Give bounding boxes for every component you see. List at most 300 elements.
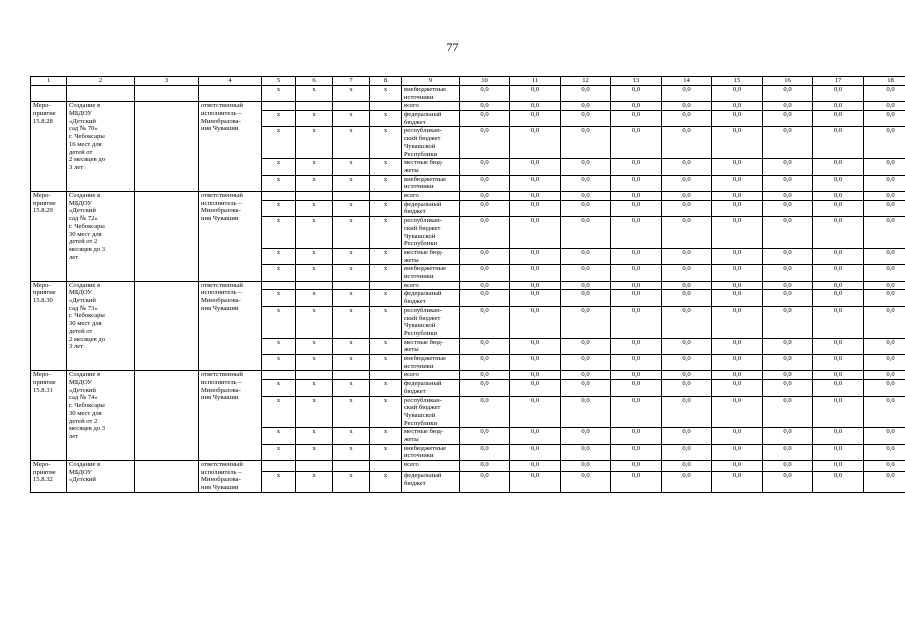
source-line: внебюджетные bbox=[404, 355, 447, 363]
value-cell: 0,0 bbox=[510, 265, 561, 281]
x-mark-cell: x bbox=[333, 159, 370, 175]
executor-line: исполнитель – bbox=[201, 468, 242, 476]
x-mark-cell bbox=[333, 371, 370, 380]
value-cell: 0,0 bbox=[763, 127, 813, 159]
source-line: источники bbox=[404, 452, 434, 460]
value-cell: 0,0 bbox=[712, 472, 763, 493]
description-line: Создание в bbox=[69, 102, 101, 110]
value-cell: 0,0 bbox=[662, 102, 712, 111]
measure-code-line: приятие bbox=[33, 199, 56, 207]
value-cell: 0,0 bbox=[864, 175, 905, 191]
measure-code bbox=[31, 281, 67, 371]
x-mark-cell: x bbox=[333, 127, 370, 159]
value-cell: 0,0 bbox=[864, 380, 905, 396]
value-cell: 0,0 bbox=[460, 290, 510, 306]
column-header: 15 bbox=[712, 77, 763, 86]
executor-line: ния Чувашии bbox=[201, 215, 239, 223]
value-cell: 0,0 bbox=[813, 248, 864, 264]
table-row bbox=[31, 192, 905, 201]
value-cell: 0,0 bbox=[763, 248, 813, 264]
measure-code bbox=[31, 192, 67, 282]
source-line: федеральный bbox=[404, 290, 442, 298]
x-mark-cell: x bbox=[296, 265, 333, 281]
x-mark-cell: x bbox=[333, 428, 370, 444]
value-cell: 0,0 bbox=[712, 159, 763, 175]
measure-description bbox=[67, 102, 135, 192]
empty-cell bbox=[135, 192, 199, 282]
column-header: 8 bbox=[370, 77, 402, 86]
source-line: ский бюджет bbox=[404, 224, 441, 232]
executor-line: ния Чувашии bbox=[201, 304, 239, 312]
description-line: детей от bbox=[69, 148, 93, 156]
source-line: внебюджетные bbox=[404, 175, 447, 183]
value-cell: 0,0 bbox=[864, 159, 905, 175]
x-mark-cell: x bbox=[262, 175, 296, 191]
value-cell: 0,0 bbox=[561, 111, 611, 127]
description-line: 30 мест для bbox=[69, 230, 102, 238]
value-cell: 0,0 bbox=[813, 396, 864, 428]
value-cell: 0,0 bbox=[460, 355, 510, 371]
value-cell: 0,0 bbox=[460, 200, 510, 216]
measure-description bbox=[67, 281, 135, 371]
x-mark-cell: x bbox=[333, 86, 370, 102]
value-cell: 0,0 bbox=[712, 396, 763, 428]
x-mark-cell bbox=[370, 102, 402, 111]
x-mark-cell: x bbox=[370, 306, 402, 338]
funding-source bbox=[402, 159, 460, 175]
description-line: 30 мест для bbox=[69, 320, 102, 328]
source-line: Чувашской bbox=[404, 232, 436, 240]
measure-code-line: приятие bbox=[33, 289, 56, 297]
x-mark-cell: x bbox=[262, 355, 296, 371]
x-mark-cell bbox=[296, 461, 333, 472]
x-mark-cell: x bbox=[262, 159, 296, 175]
table-row bbox=[31, 461, 905, 472]
x-mark-cell bbox=[333, 102, 370, 111]
value-cell: 0,0 bbox=[712, 217, 763, 249]
value-cell: 0,0 bbox=[864, 371, 905, 380]
value-cell: 0,0 bbox=[763, 396, 813, 428]
value-cell: 0,0 bbox=[510, 371, 561, 380]
x-mark-cell: x bbox=[370, 472, 402, 493]
value-cell: 0,0 bbox=[864, 428, 905, 444]
description-line: 30 мест для bbox=[69, 409, 102, 417]
x-mark-cell: x bbox=[370, 380, 402, 396]
value-cell: 0,0 bbox=[460, 102, 510, 111]
source-line: источники bbox=[404, 183, 434, 191]
source-line: бюджет bbox=[404, 479, 426, 487]
measure-code-line: 15.8.31 bbox=[33, 386, 53, 394]
value-cell: 0,0 bbox=[561, 355, 611, 371]
value-cell: 0,0 bbox=[763, 192, 813, 201]
description-line: «Детский bbox=[69, 476, 96, 484]
measure-code-line: Меро- bbox=[33, 102, 51, 110]
description-line: «Детский bbox=[69, 207, 96, 215]
value-cell: 0,0 bbox=[662, 86, 712, 102]
value-cell: 0,0 bbox=[763, 461, 813, 472]
source-line: Республики bbox=[404, 240, 438, 248]
responsible-executor bbox=[199, 192, 262, 282]
value-cell: 0,0 bbox=[712, 200, 763, 216]
value-cell: 0,0 bbox=[763, 200, 813, 216]
source-line: источники bbox=[404, 93, 434, 101]
value-cell: 0,0 bbox=[864, 396, 905, 428]
source-line: Чувашской bbox=[404, 322, 436, 330]
responsible-executor bbox=[199, 281, 262, 371]
column-header: 6 bbox=[296, 77, 333, 86]
source-line: республикан- bbox=[404, 217, 442, 225]
measure-code-line: Меро- bbox=[33, 192, 51, 200]
funding-source bbox=[402, 111, 460, 127]
value-cell: 0,0 bbox=[813, 380, 864, 396]
value-cell: 0,0 bbox=[763, 338, 813, 354]
x-mark-cell: x bbox=[262, 86, 296, 102]
description-line: месяцев до 3 bbox=[69, 425, 106, 433]
column-header: 12 bbox=[561, 77, 611, 86]
x-mark-cell: x bbox=[370, 396, 402, 428]
column-header: 13 bbox=[611, 77, 662, 86]
x-mark-cell: x bbox=[333, 396, 370, 428]
x-mark-cell: x bbox=[296, 86, 333, 102]
x-mark-cell: x bbox=[296, 290, 333, 306]
x-mark-cell bbox=[296, 371, 333, 380]
value-cell: 0,0 bbox=[510, 306, 561, 338]
x-mark-cell: x bbox=[296, 306, 333, 338]
description-line: 3 лет bbox=[69, 163, 84, 171]
value-cell: 0,0 bbox=[864, 86, 905, 102]
column-header: 18 bbox=[864, 77, 905, 86]
x-mark-cell bbox=[262, 371, 296, 380]
value-cell: 0,0 bbox=[460, 281, 510, 290]
value-cell: 0,0 bbox=[460, 111, 510, 127]
value-cell: 0,0 bbox=[611, 111, 662, 127]
value-cell: 0,0 bbox=[662, 306, 712, 338]
x-mark-cell: x bbox=[296, 428, 333, 444]
value-cell: 0,0 bbox=[763, 265, 813, 281]
value-cell: 0,0 bbox=[763, 306, 813, 338]
value-cell: 0,0 bbox=[662, 444, 712, 460]
funding-source bbox=[402, 371, 460, 380]
x-mark-cell: x bbox=[296, 127, 333, 159]
value-cell: 0,0 bbox=[763, 281, 813, 290]
x-mark-cell: x bbox=[333, 306, 370, 338]
value-cell: 0,0 bbox=[763, 159, 813, 175]
value-cell: 0,0 bbox=[813, 159, 864, 175]
measure-code-line: 15.8.28 bbox=[33, 117, 53, 125]
x-mark-cell: x bbox=[296, 380, 333, 396]
value-cell: 0,0 bbox=[712, 265, 763, 281]
x-mark-cell: x bbox=[370, 175, 402, 191]
value-cell: 0,0 bbox=[561, 127, 611, 159]
value-cell: 0,0 bbox=[763, 428, 813, 444]
x-mark-cell: x bbox=[333, 338, 370, 354]
x-mark-cell bbox=[296, 102, 333, 111]
value-cell: 0,0 bbox=[712, 461, 763, 472]
x-mark-cell: x bbox=[370, 86, 402, 102]
description-line: МБДОУ bbox=[69, 289, 92, 297]
executor-line: исполнитель – bbox=[201, 289, 242, 297]
x-mark-cell: x bbox=[296, 248, 333, 264]
x-mark-cell bbox=[262, 192, 296, 201]
value-cell: 0,0 bbox=[813, 338, 864, 354]
executor-line: ния Чувашии bbox=[201, 125, 239, 133]
value-cell: 0,0 bbox=[510, 338, 561, 354]
value-cell: 0,0 bbox=[813, 175, 864, 191]
description-line: лет bbox=[69, 432, 79, 440]
value-cell: 0,0 bbox=[712, 102, 763, 111]
value-cell: 0,0 bbox=[561, 306, 611, 338]
x-mark-cell bbox=[370, 192, 402, 201]
value-cell: 0,0 bbox=[712, 175, 763, 191]
value-cell: 0,0 bbox=[712, 248, 763, 264]
x-mark-cell bbox=[333, 281, 370, 290]
column-header: 10 bbox=[460, 77, 510, 86]
value-cell: 0,0 bbox=[712, 428, 763, 444]
description-line: МБДОУ bbox=[69, 199, 92, 207]
value-cell: 0,0 bbox=[864, 265, 905, 281]
source-line: местные бюд- bbox=[404, 159, 444, 167]
executor-line: ответственный bbox=[201, 281, 243, 289]
executor-line: Минобразова- bbox=[201, 476, 241, 484]
measure-code bbox=[31, 461, 67, 493]
funding-source bbox=[402, 306, 460, 338]
description-line: 2 месяцев до bbox=[69, 156, 106, 164]
funding-source bbox=[402, 472, 460, 493]
column-header: 5 bbox=[262, 77, 296, 86]
x-mark-cell: x bbox=[262, 338, 296, 354]
value-cell: 0,0 bbox=[561, 461, 611, 472]
value-cell: 0,0 bbox=[662, 248, 712, 264]
value-cell: 0,0 bbox=[813, 371, 864, 380]
value-cell: 0,0 bbox=[813, 306, 864, 338]
source-line: всего bbox=[404, 192, 419, 200]
source-line: федеральный bbox=[404, 472, 442, 480]
value-cell: 0,0 bbox=[662, 380, 712, 396]
executor-line: ния Чувашии bbox=[201, 394, 239, 402]
value-cell: 0,0 bbox=[813, 281, 864, 290]
value-cell: 0,0 bbox=[763, 111, 813, 127]
value-cell: 0,0 bbox=[460, 192, 510, 201]
value-cell: 0,0 bbox=[611, 355, 662, 371]
value-cell: 0,0 bbox=[864, 127, 905, 159]
x-mark-cell: x bbox=[370, 265, 402, 281]
value-cell: 0,0 bbox=[460, 461, 510, 472]
value-cell: 0,0 bbox=[460, 396, 510, 428]
description-line: сад № 74» bbox=[69, 394, 98, 402]
value-cell: 0,0 bbox=[510, 461, 561, 472]
x-mark-cell: x bbox=[262, 111, 296, 127]
funding-source bbox=[402, 175, 460, 191]
column-header: 2 bbox=[67, 77, 135, 86]
value-cell: 0,0 bbox=[813, 428, 864, 444]
value-cell: 0,0 bbox=[561, 371, 611, 380]
value-cell: 0,0 bbox=[510, 428, 561, 444]
funding-source bbox=[402, 86, 460, 102]
source-line: источники bbox=[404, 273, 434, 281]
description-line: 2 месяцев до bbox=[69, 335, 106, 343]
funding-source bbox=[402, 428, 460, 444]
value-cell: 0,0 bbox=[712, 192, 763, 201]
source-line: республикан- bbox=[404, 306, 442, 314]
x-mark-cell: x bbox=[333, 248, 370, 264]
value-cell: 0,0 bbox=[763, 380, 813, 396]
column-header: 16 bbox=[763, 77, 813, 86]
value-cell: 0,0 bbox=[611, 371, 662, 380]
source-line: бюджет bbox=[404, 298, 426, 306]
value-cell: 0,0 bbox=[864, 290, 905, 306]
description-line: детей от 2 bbox=[69, 417, 98, 425]
x-mark-cell: x bbox=[296, 355, 333, 371]
funding-source bbox=[402, 192, 460, 201]
source-line: внебюджетные bbox=[404, 265, 447, 273]
x-mark-cell: x bbox=[262, 290, 296, 306]
value-cell: 0,0 bbox=[561, 281, 611, 290]
value-cell: 0,0 bbox=[611, 472, 662, 493]
value-cell: 0,0 bbox=[813, 265, 864, 281]
description-line: детей от 2 bbox=[69, 238, 98, 246]
value-cell: 0,0 bbox=[561, 472, 611, 493]
x-mark-cell bbox=[296, 281, 333, 290]
source-line: жеты bbox=[404, 166, 419, 174]
description-line: Создание в bbox=[69, 371, 101, 379]
x-mark-cell bbox=[262, 461, 296, 472]
description-line: Создание в bbox=[69, 192, 101, 200]
value-cell: 0,0 bbox=[561, 159, 611, 175]
value-cell: 0,0 bbox=[813, 192, 864, 201]
source-line: всего bbox=[404, 461, 419, 469]
description-line: детей от bbox=[69, 327, 93, 335]
value-cell: 0,0 bbox=[864, 472, 905, 493]
value-cell: 0,0 bbox=[611, 396, 662, 428]
x-mark-cell bbox=[333, 461, 370, 472]
value-cell: 0,0 bbox=[712, 290, 763, 306]
x-mark-cell: x bbox=[262, 217, 296, 249]
value-cell: 0,0 bbox=[460, 265, 510, 281]
value-cell: 0,0 bbox=[611, 159, 662, 175]
x-mark-cell: x bbox=[333, 200, 370, 216]
funding-source bbox=[402, 290, 460, 306]
measure-code-line: приятие bbox=[33, 110, 56, 118]
description-line: месяцев до 3 bbox=[69, 245, 106, 253]
measure-code bbox=[31, 102, 67, 192]
x-mark-cell: x bbox=[296, 338, 333, 354]
value-cell: 0,0 bbox=[460, 380, 510, 396]
value-cell: 0,0 bbox=[864, 192, 905, 201]
value-cell: 0,0 bbox=[561, 192, 611, 201]
empty-cell bbox=[135, 461, 199, 493]
x-mark-cell bbox=[370, 371, 402, 380]
x-mark-cell: x bbox=[370, 111, 402, 127]
x-mark-cell: x bbox=[333, 355, 370, 371]
executor-line: ния Чувашии bbox=[201, 484, 239, 492]
x-mark-cell: x bbox=[262, 428, 296, 444]
value-cell: 0,0 bbox=[460, 472, 510, 493]
executor-line: Минобразова- bbox=[201, 117, 241, 125]
value-cell: 0,0 bbox=[813, 86, 864, 102]
value-cell: 0,0 bbox=[763, 472, 813, 493]
x-mark-cell: x bbox=[370, 200, 402, 216]
measure-code-line: приятие bbox=[33, 379, 56, 387]
executor-line: ответственный bbox=[201, 461, 243, 469]
value-cell: 0,0 bbox=[561, 175, 611, 191]
value-cell: 0,0 bbox=[611, 265, 662, 281]
x-mark-cell: x bbox=[370, 444, 402, 460]
description-line: сад № 73» bbox=[69, 304, 98, 312]
value-cell: 0,0 bbox=[561, 265, 611, 281]
empty-cell bbox=[135, 371, 199, 461]
column-header: 9 bbox=[402, 77, 460, 86]
source-line: Чувашской bbox=[404, 411, 436, 419]
empty-cell bbox=[199, 86, 262, 102]
value-cell: 0,0 bbox=[510, 281, 561, 290]
value-cell: 0,0 bbox=[460, 428, 510, 444]
measure-code-line: Меро- bbox=[33, 281, 51, 289]
executor-line: ответственный bbox=[201, 371, 243, 379]
column-header: 3 bbox=[135, 77, 199, 86]
source-line: всего bbox=[404, 102, 419, 110]
value-cell: 0,0 bbox=[460, 338, 510, 354]
description-line: МБДОУ bbox=[69, 379, 92, 387]
x-mark-cell: x bbox=[262, 306, 296, 338]
value-cell: 0,0 bbox=[460, 159, 510, 175]
value-cell: 0,0 bbox=[662, 428, 712, 444]
source-line: жеты bbox=[404, 256, 419, 264]
x-mark-cell: x bbox=[333, 217, 370, 249]
x-mark-cell: x bbox=[262, 444, 296, 460]
value-cell: 0,0 bbox=[864, 111, 905, 127]
description-line: Создание в bbox=[69, 461, 101, 469]
executor-line: Минобразова- bbox=[201, 297, 241, 305]
description-line: 16 мест для bbox=[69, 140, 102, 148]
source-line: Республики bbox=[404, 419, 438, 427]
description-line: г. Чебоксары bbox=[69, 222, 105, 230]
value-cell: 0,0 bbox=[763, 355, 813, 371]
measure-code-line: 15.8.29 bbox=[33, 207, 53, 215]
value-cell: 0,0 bbox=[763, 175, 813, 191]
empty-cell bbox=[135, 86, 199, 102]
source-line: федеральный bbox=[404, 200, 442, 208]
value-cell: 0,0 bbox=[561, 396, 611, 428]
value-cell: 0,0 bbox=[712, 444, 763, 460]
description-line: «Детский bbox=[69, 297, 96, 305]
value-cell: 0,0 bbox=[662, 127, 712, 159]
executor-line: ответственный bbox=[201, 192, 243, 200]
measure-code-line: приятие bbox=[33, 468, 56, 476]
value-cell: 0,0 bbox=[662, 265, 712, 281]
source-line: всего bbox=[404, 281, 419, 289]
table-body bbox=[31, 86, 905, 493]
value-cell: 0,0 bbox=[864, 248, 905, 264]
value-cell: 0,0 bbox=[712, 355, 763, 371]
measure-description bbox=[67, 461, 135, 493]
x-mark-cell: x bbox=[333, 175, 370, 191]
value-cell: 0,0 bbox=[510, 472, 561, 493]
executor-line: Минобразова- bbox=[201, 207, 241, 215]
empty-cell bbox=[135, 102, 199, 192]
source-line: жеты bbox=[404, 435, 419, 443]
x-mark-cell: x bbox=[262, 265, 296, 281]
value-cell: 0,0 bbox=[510, 217, 561, 249]
column-header: 7 bbox=[333, 77, 370, 86]
x-mark-cell: x bbox=[333, 111, 370, 127]
value-cell: 0,0 bbox=[611, 306, 662, 338]
description-line: «Детский bbox=[69, 117, 96, 125]
x-mark-cell: x bbox=[370, 338, 402, 354]
value-cell: 0,0 bbox=[611, 380, 662, 396]
value-cell: 0,0 bbox=[763, 102, 813, 111]
column-header: 14 bbox=[662, 77, 712, 86]
value-cell: 0,0 bbox=[510, 290, 561, 306]
